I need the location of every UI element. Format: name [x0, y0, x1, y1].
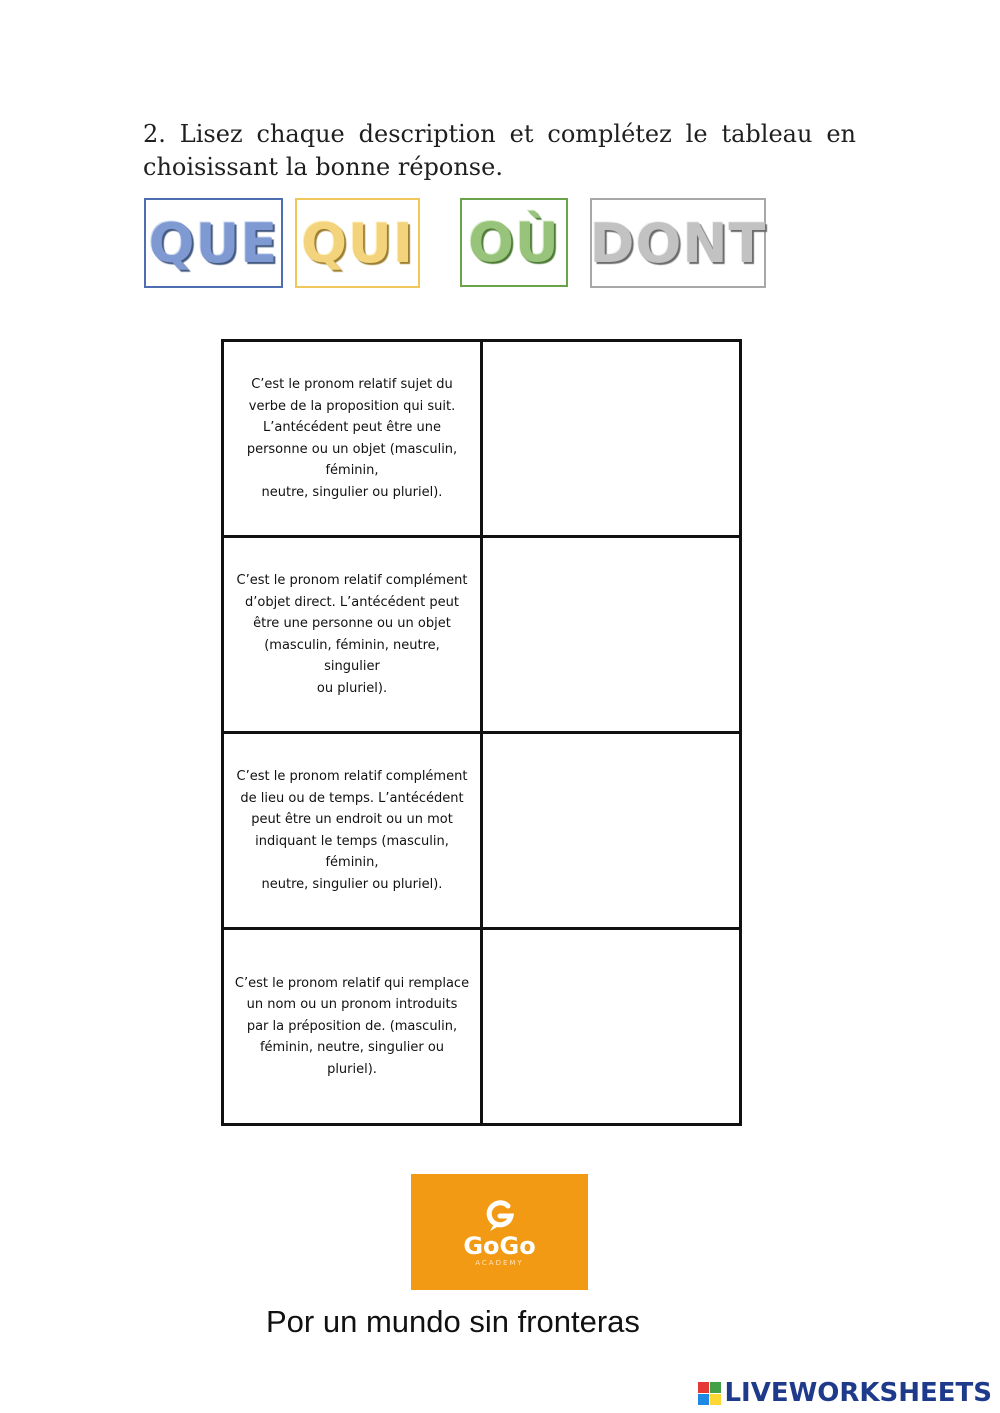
- word-bank-dont[interactable]: DONT: [590, 198, 766, 288]
- description-cell: C’est le pronom relatif qui remplace un nom ou un pronom introduits par la préposition de. (masculin, féminin, neutre, singulier ou pluriel).: [223, 929, 482, 1125]
- liveworksheets-logo-icon: [698, 1382, 721, 1405]
- word-bank-qui[interactable]: QUI: [295, 198, 420, 288]
- liveworksheets-label: LIVEWORKSHEETS: [724, 1378, 992, 1408]
- table-row: [223, 733, 741, 929]
- description-cell: C’est le pronom relatif sujet du verbe de la proposition qui suit. L’antécédent peut être une personne ou un objet (masculin, féminin, neutre, singulier ou pluriel).: [223, 341, 482, 537]
- description-cell: C’est le pronom relatif complément d’objet direct. L’antécédent peut être une personne ou un objet (masculin, féminin, neutre, singulier ou pluriel).: [223, 537, 482, 733]
- table-row: [223, 341, 741, 537]
- gogo-academy-logo: [411, 1174, 588, 1290]
- tagline: Por un mundo sin fronteras: [266, 1304, 640, 1339]
- instruction-text: 2. Lisez chaque description et complétez le tableau en choisissant la bonne réponse.: [143, 120, 856, 181]
- logo-g-icon: [480, 1197, 520, 1233]
- liveworksheets-brand[interactable]: [698, 1378, 992, 1408]
- word-bank-ou[interactable]: OÙ: [460, 198, 568, 287]
- table-row: [223, 537, 741, 733]
- answer-table: [221, 339, 742, 1126]
- answer-drop-zone[interactable]: [482, 733, 741, 929]
- table-row: [223, 929, 741, 1125]
- logo-title: GoGo: [463, 1231, 536, 1260]
- description-cell: C’est le pronom relatif complément de lieu ou de temps. L’antécédent peut être un endroit ou un mot indiquant le temps (masculin, féminin, neutre, singulier ou pluriel).: [223, 733, 482, 929]
- word-bank-que[interactable]: QUE: [144, 198, 283, 288]
- answer-drop-zone[interactable]: [482, 537, 741, 733]
- answer-drop-zone[interactable]: [482, 341, 741, 537]
- answer-drop-zone[interactable]: [482, 929, 741, 1125]
- logo-subtitle: ACADEMY: [475, 1258, 524, 1267]
